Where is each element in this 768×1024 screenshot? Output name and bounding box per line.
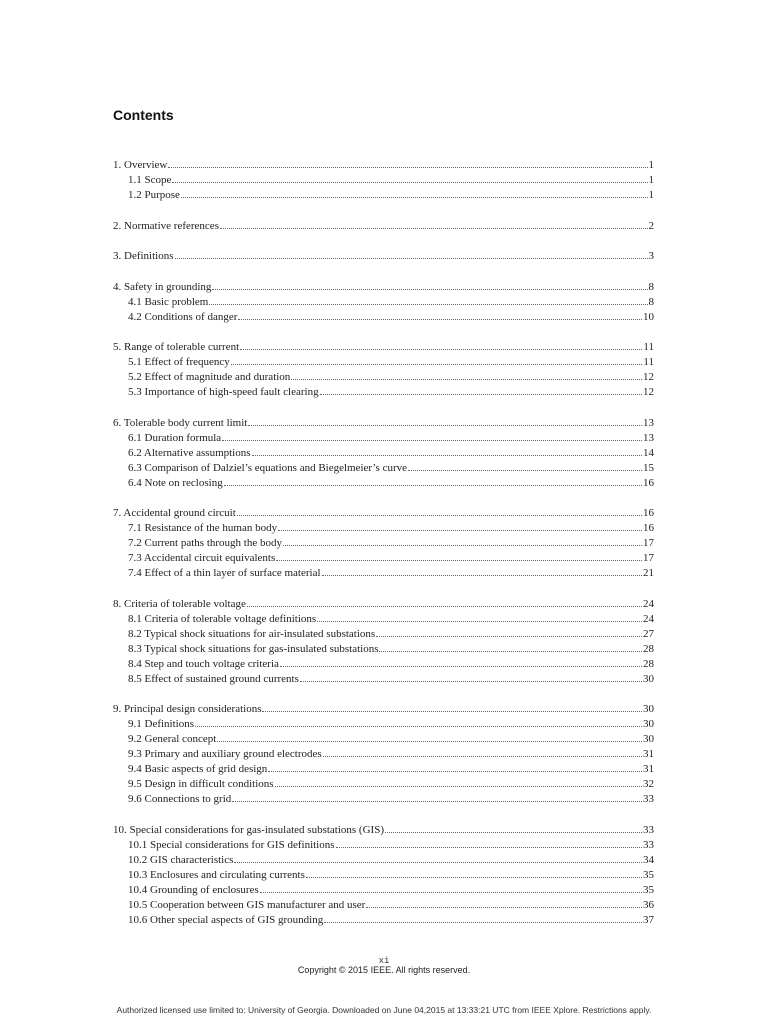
toc-entry-title: 6. Tolerable body current limit (113, 416, 248, 429)
toc-entry[interactable] (128, 837, 654, 851)
toc-entry-title: 10.1 Special considerations for GIS definitions (128, 838, 335, 851)
toc-entry-page: 24 (643, 597, 654, 610)
toc-entry[interactable] (128, 430, 654, 444)
toc-entry-title: 6.1 Duration formula (128, 431, 222, 444)
toc-entry[interactable] (128, 187, 654, 201)
toc-entry-page: 30 (643, 672, 654, 685)
toc-entry-title: 3. Definitions (113, 250, 174, 262)
toc-entry-page: 3 (648, 250, 654, 262)
toc-dot-leader (275, 776, 642, 787)
toc-dot-leader (247, 596, 642, 607)
toc-entry-page: 16 (643, 507, 654, 519)
toc-entry-title: 1.2 Purpose (128, 189, 180, 201)
toc-entry[interactable] (128, 641, 654, 655)
toc-entry-page: 17 (643, 552, 654, 564)
toc-entry[interactable] (128, 867, 654, 881)
toc-entry[interactable] (128, 535, 654, 549)
toc-entry[interactable] (113, 157, 654, 171)
toc-entry[interactable] (128, 882, 654, 896)
toc-entry-title: 8.1 Criteria of tolerable voltage definitions (128, 612, 317, 625)
toc-dot-leader (248, 415, 642, 426)
toc-dot-leader (252, 445, 642, 456)
toc-entry-page: 31 (643, 763, 654, 775)
toc-dot-leader (217, 731, 642, 742)
toc-dot-leader (300, 671, 642, 682)
toc-entry-title: 9.5 Design in difficult conditions (128, 778, 274, 790)
toc-dot-leader (175, 248, 648, 259)
toc-entry-title: 10.6 Other special aspects of GIS grounding (128, 913, 324, 926)
toc-dot-leader (306, 867, 642, 878)
toc-entry-page: 31 (643, 748, 654, 760)
toc-entry[interactable] (113, 596, 654, 610)
toc-dot-leader (224, 475, 642, 486)
toc-entry-title: 8.4 Step and touch voltage criteria (128, 657, 279, 670)
toc-entry-title: 9.3 Primary and auxiliary ground electrodes (128, 748, 322, 760)
toc-entry-page: 16 (643, 522, 654, 534)
toc-entry[interactable] (128, 626, 654, 640)
toc-entry-title: 8.3 Typical shock situations for gas-insulated substations (128, 642, 379, 655)
toc-dot-leader (268, 761, 642, 772)
toc-entry[interactable] (113, 505, 654, 519)
toc-entry-title: 5.3 Importance of high-speed fault clearing (128, 386, 319, 398)
toc-entry[interactable] (128, 172, 654, 186)
toc-entry[interactable] (128, 716, 654, 730)
toc-entry-title: 9.2 General concept (128, 733, 217, 745)
toc-entry[interactable] (128, 897, 654, 911)
toc-dot-leader (238, 309, 642, 320)
toc-entry-page: 11 (643, 341, 654, 353)
toc-entry-page: 35 (643, 883, 654, 896)
toc-dot-leader (209, 294, 647, 305)
toc-dot-leader (240, 339, 642, 350)
toc-entry-title: 7.4 Effect of a thin layer of surface material (128, 567, 321, 579)
toc-entry-title: 7. Accidental ground circuit (113, 507, 236, 519)
toc-entry[interactable] (113, 822, 654, 836)
toc-dot-leader (234, 852, 642, 863)
toc-entry[interactable] (128, 671, 654, 685)
toc-entry[interactable] (113, 218, 654, 232)
toc-entry-title: 10.2 GIS characteristics (128, 853, 234, 866)
toc-entry-page: 11 (643, 356, 654, 368)
toc-dot-leader (320, 384, 642, 395)
toc-dot-leader (212, 279, 647, 290)
toc-entry-page: 30 (643, 718, 654, 730)
toc-entry[interactable] (128, 550, 654, 564)
toc-entry-title: 5. Range of tolerable current (113, 341, 240, 353)
toc-entry-page: 28 (643, 657, 654, 670)
toc-dot-leader (232, 791, 642, 802)
copyright-notice: Copyright © 2015 IEEE. All rights reserved. (297, 965, 471, 975)
toc-entry[interactable] (128, 369, 654, 383)
toc-entry-page: 33 (643, 823, 654, 836)
toc-entry-title: 4. Safety in grounding (113, 280, 212, 293)
toc-dot-leader (220, 218, 648, 229)
toc-entry-page: 13 (643, 416, 654, 429)
toc-entry-title: 6.4 Note on reclosing (128, 476, 223, 489)
toc-dot-leader (408, 460, 642, 471)
toc-entry-title: 10.3 Enclosures and circulating currents (128, 868, 305, 881)
toc-entry[interactable] (128, 445, 654, 459)
toc-entry[interactable] (128, 460, 654, 474)
toc-entry[interactable] (128, 656, 654, 670)
toc-entry-title: 5.2 Effect of magnitude and duration (128, 371, 291, 383)
toc-dot-leader (195, 716, 642, 727)
toc-entry-title: 4.2 Conditions of danger (128, 310, 238, 323)
toc-entry-page: 15 (643, 461, 654, 474)
toc-entry-page: 30 (643, 703, 654, 715)
toc-entry[interactable] (113, 248, 654, 262)
toc-entry-title: 6.2 Alternative assumptions (128, 446, 251, 459)
toc-entry[interactable] (128, 912, 654, 926)
toc-entry-title: 5.1 Effect of frequency (128, 356, 230, 368)
toc-entry-page: 35 (643, 868, 654, 881)
toc-entry-title: 7.3 Accidental circuit equivalents (128, 552, 276, 564)
toc-entry-title: 10. Special considerations for gas-insulated substations (GIS) (113, 823, 384, 836)
toc-dot-leader (336, 837, 642, 848)
toc-entry-page: 37 (643, 913, 654, 926)
toc-entry-title: 7.1 Resistance of the human body (128, 522, 278, 534)
toc-entry-title: 10.5 Cooperation between GIS manufacturer and user (128, 898, 366, 911)
toc-dot-leader (222, 430, 642, 441)
toc-entry[interactable] (128, 309, 654, 323)
toc-entry-title: 9. Principal design considerations (113, 703, 262, 715)
toc-entry-title: 1. Overview (113, 159, 168, 171)
toc-entry[interactable] (128, 565, 654, 579)
toc-dot-leader (276, 550, 642, 561)
toc-entry-page: 12 (643, 371, 654, 383)
toc-entry[interactable] (113, 701, 654, 715)
toc-entry[interactable] (128, 520, 654, 534)
toc-entry-title: 8.5 Effect of sustained ground currents (128, 672, 299, 685)
toc-dot-leader (172, 172, 647, 183)
toc-entry-title: 9.6 Connections to grid (128, 793, 232, 805)
toc-dot-leader (283, 535, 642, 546)
toc-entry-page: 33 (643, 793, 654, 805)
toc-dot-leader (181, 187, 648, 198)
toc-entry-title: 9.4 Basic aspects of grid design (128, 763, 268, 775)
toc-entry[interactable] (128, 475, 654, 489)
toc-entry[interactable] (128, 746, 654, 760)
toc-entry[interactable] (113, 279, 654, 293)
toc-entry-title: 9.1 Definitions (128, 718, 194, 730)
toc-entry-page: 8 (648, 295, 654, 308)
toc-entry[interactable] (113, 415, 654, 429)
toc-entry-page: 8 (648, 280, 654, 293)
toc-dot-leader (168, 157, 647, 168)
toc-dot-leader (322, 565, 642, 576)
toc-entry-page: 1 (648, 159, 654, 171)
toc-entry[interactable] (128, 761, 654, 775)
toc-entry-page: 34 (643, 853, 654, 866)
toc-entry-title: 1.1 Scope (128, 174, 172, 186)
toc-entry-page: 14 (643, 446, 654, 459)
toc-entry-page: 24 (643, 612, 654, 625)
toc-dot-leader (366, 897, 642, 908)
toc-dot-leader (231, 354, 643, 365)
toc-entry-title: 8. Criteria of tolerable voltage (113, 597, 246, 610)
toc-dot-leader (385, 822, 642, 833)
toc-entry[interactable] (128, 791, 654, 805)
toc-entry[interactable] (113, 339, 654, 353)
toc-entry-page: 27 (643, 627, 654, 640)
license-notice: Authorized licensed use limited to: University of Georgia. Downloaded on June 04,2015 at 13:33:21 UTC from IEEE Xplore. Restrictions apply. (116, 1005, 652, 1015)
toc-dot-leader (291, 369, 642, 380)
toc-entry-page: 13 (643, 431, 654, 444)
toc-dot-leader (323, 746, 642, 757)
toc-dot-leader (278, 520, 642, 531)
page-number: xi (378, 956, 390, 966)
toc-entry[interactable] (128, 776, 654, 790)
toc-dot-leader (324, 912, 642, 923)
toc-dot-leader (260, 882, 642, 893)
toc-dot-leader (376, 626, 642, 637)
toc-dot-leader (237, 505, 642, 516)
toc-entry-title: 10.4 Grounding of enclosures (128, 883, 259, 896)
toc-entry-title: 4.1 Basic problem (128, 295, 209, 308)
toc-entry-page: 12 (643, 386, 654, 398)
toc-entry-page: 33 (643, 838, 654, 851)
toc-entry-title: 2. Normative references (113, 219, 219, 232)
toc-entry[interactable] (128, 294, 654, 308)
toc-entry-title: 6.3 Comparison of Dalziel’s equations and Biegelmeier’s curve (128, 461, 408, 474)
toc-entry-page: 16 (643, 476, 654, 489)
toc-entry[interactable] (128, 354, 654, 368)
toc-entry-page: 17 (643, 537, 654, 549)
toc-entry[interactable] (128, 731, 654, 745)
toc-entry[interactable] (128, 384, 654, 398)
toc-entry-page: 30 (643, 733, 654, 745)
toc-entry-page: 36 (643, 898, 654, 911)
toc-entry-page: 10 (643, 310, 654, 323)
toc-entry-page: 1 (648, 189, 654, 201)
toc-dot-leader (280, 656, 642, 667)
toc-entry-title: 7.2 Current paths through the body (128, 537, 282, 549)
toc-entry-page: 32 (643, 778, 654, 790)
toc-entry[interactable] (128, 852, 654, 866)
toc-dot-leader (262, 701, 642, 712)
page-title: Contents (113, 107, 174, 123)
toc-entry[interactable] (128, 611, 654, 625)
toc-entry-title: 8.2 Typical shock situations for air-insulated substations (128, 627, 376, 640)
toc-entry-page: 2 (648, 219, 654, 232)
toc-entry-page: 21 (643, 567, 654, 579)
toc-entry-page: 28 (643, 642, 654, 655)
toc-entry-page: 1 (648, 174, 654, 186)
toc-dot-leader (317, 611, 642, 622)
toc-dot-leader (379, 641, 642, 652)
